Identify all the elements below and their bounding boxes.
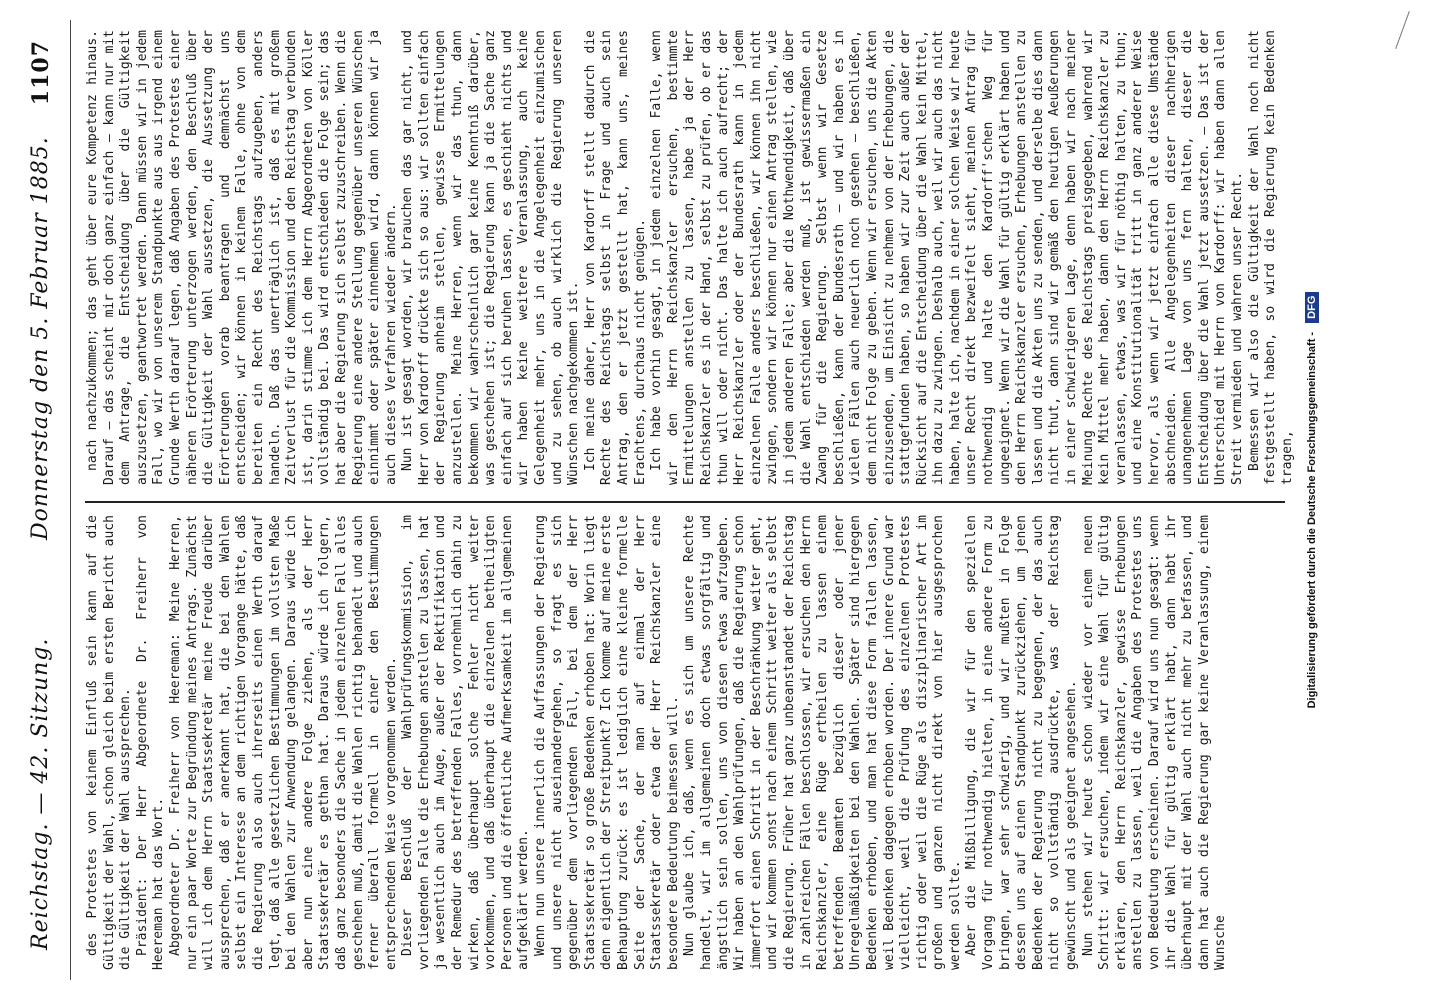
paragraph: Präsident: Der Herr Abgeordnete Dr. Freiherr von Heereman hat das Wort. xyxy=(134,515,167,970)
header-rule xyxy=(70,20,71,980)
paragraph: Wenn nun unsere innerlich die Auffassungen der Regierung und unsere nicht auseinandergehen, so fragt es sich gegenüber dem vorliegenden Fall, bei dem der Herr Staatssekretär so große Bedenken erhoben hat: Worin liegt denn eigentlich der Streitpunkt? Ich komme auf meine erste Behauptung zurück: es ist lediglich eine kleine formelle Seite der Sache, der man auf einmal der Herr Staatssekretär oder etwa der Herr Reichskanzler eine besondere Bedeutung beimessen will. xyxy=(533,515,681,970)
paragraph: Bemessen wir also die Gültigkeit der Wahl noch nicht festgestellt haben, so wird die Regierung kein Bedenken tragen, xyxy=(1246,30,1295,485)
footer-text: Digitalisierung gefördert durch die Deutsche Forschungsgemeinschaft - xyxy=(1306,331,1318,709)
text-column-left xyxy=(85,515,1295,970)
scan-mark xyxy=(1395,11,1410,49)
paragraph: Aber die Mißbilligung, die wir für den speziellen Vorgang für nothwendig hielten, in eine andere Form zu bringen, war sehr schwierig, und wir mußten in Folge dessen uns auf einen Standpunkt zurückziehen, um jenen Bedenken der Regierung nicht zu begegnen, der das auch nicht so vollständig ausdrückte, was der Reichstag gewünscht und als geeignet angesehen. xyxy=(964,515,1080,970)
header-date: Donnerstag den 5. Februar 1885. xyxy=(28,136,53,540)
text-column-right xyxy=(85,30,1295,485)
header-session: Reichstag. — 42. Sitzung. xyxy=(28,637,53,950)
page-number: 1107 xyxy=(28,40,54,106)
page-header xyxy=(18,20,68,980)
digitization-footer xyxy=(1305,0,1319,1000)
paragraph: Dieser Beschluß der Wahlprüfungskommission, im vorliegenden Falle die Erhebungen anstellen zu lassen, hat ja wesentlich auch im Auge, außer der Rektifikation und der Remedur des betreffenden Falles, vornehmlich dahin zu wirken, daß überhaupt solche Fehler nicht weiter vorkommen, und daß überhaupt die einzelnen betheiligten Personen und die öffentliche Aufmerksamkeit im allgemeinen aufgeklärt werden. xyxy=(400,515,532,970)
dfg-logo: DFG xyxy=(1305,292,1319,323)
paragraph: nach nachzukommen; das geht über eure Kompetenz hinaus. Darauf — das scheint mir doch ganz einfach — kann nur mit dem Antrage, die Entscheidung über die Gültigkeit auszusetzen, geantwortet werden. Dann müssen wir in jedem Fall, wo wir von unserem Standpunkte aus aus irgend einem Grunde Werth darauf legen, daß Angaben des Protestes einer näheren Erörterung unterzogen werden, den Beschluß über die Gültigkeit der Wahl aussetzen, die Aussetzung der Erörterungen vorab beantragen und demnächst uns entscheiden; wir können in keinem Falle, ohne von dem bereiten ein Recht des Reichstags aufzugeben, anders handeln. Daß das unerträglich ist, daß es mit großem Zeitverlust für die Kommission und den Reichstag verbunden ist, darin stimme ich dem Herrn Abgeordneten von Köller vollständig bei. Das wird entschieden die Folge sein; das hat aber die Regierung sich selbst zuzuschreiben. Wenn die Regierung eine andere Stellung gegenüber unseren Wünschen einnimmt oder später einnehmen wird, dann können wir ja auch dieses Verfahren wieder ändern. xyxy=(85,30,399,485)
paragraph: Ich meine daher, Herr von Kardorff stellt dadurch die Rechte des Reichstags selbst in Frage und auch sein Antrag, den er jetzt gestellt hat, kann uns, meines Erachtens, durchaus nicht genügen. xyxy=(582,30,648,485)
paragraph: Nun stehen wir heute schon wieder vor einem neuen Schritt: wir ersuchen, indem wir eine Wahl für gültig erklären, den Herrn Reichskanzler, gewisse Erhebungen anstellen zu lassen, weil die Angaben des Protestes uns von Bedeutung erscheinen. Darauf wird uns nun gesagt: wenn ihr die Wahl für gültig erklärt habt, dann habt ihr überhaupt mit der Wahl auch nicht mehr zu befassen, und dann hat auch die Regierung gar keine Veranlassung, einem Wunsche xyxy=(1080,515,1229,970)
column-divider xyxy=(85,501,1285,503)
paragraph: des Protestes von keinem Einfluß sein kann auf die Gültigkeit der Wahl, schon gleich beim ersten Bericht auch die Gültigkeit der Wahl aussprechen. xyxy=(85,515,134,970)
paragraph: Ich habe vorhin gesagt, in jedem einzelnen Falle, wenn wir den Herrn Reichskanzler ersuchen, bestimmte Ermittelungen anstellen zu lassen, habe ja der Herr Reichskanzler es in der Hand, selbst zu prüfen, ob er das thun will oder nicht. Das halte ich auch aufrecht; der Herr Reichskanzler oder der Bundesrath kann in jedem einzelnen Falle anders beschließen, wir können ihn nicht zwingen, sondern wir können nur einen Antrag stellen, wie in jedem anderen Falle; aber die Nothwendigkeit, daß über die Wahl entschieden werden muß, ist gewissermaßen ein Zwang für die Regierung. Selbst wenn wir Gesetze beschließen, kann der Bundesrath — und wir haben es in vielen Fällen auch neuerlich noch gesehen — beschließen, dem nicht Folge zu geben. Wenn wir ersuchen, uns die Akten einzusenden, um Einsicht zu nehmen von der Erhebungen, die stattgefunden haben, so haben wir zur Zeit auch außer der Rücksicht auf die Entscheidung über die Wahl kein Mittel, ihn dazu zu zwingen. Deshalb auch, weil wir auch das nicht haben, halte ich, nachdem in einer solchen Weise wir heute unser Recht direkt bezweifelt sieht, meinen Antrag für nothwendig und halte den Kardorff'schen Weg für ungeeignet. Wenn wir die Wahl für gültig erklärt haben und den Herrn Reichskanzler ersuchen, Erhebungen anstellen zu lassen und die Akten uns zu senden, und derselbe dies dann nicht thut, dann sind wir gemäß den heutigen Aeußerungen in einer schwierigeren Lage, denn haben wir nach meiner Meinung Rechte des Reichstags preisgegeben, wahrend wir kein Mittel mehr haben, dann den Herrn Reichskanzler zu veranlassen, etwas, was wir für nöthig halten, zu thun; und eine Konstitutionalität tritt in ganz anderer Weise hervor, als wenn wir jetzt einfach alle diese Umstände abschneiden. Alle Angelegenheiten dieser nachherigen unangenehmen Lage von uns fern halten, dieser die Entscheidung über die Wahl jetzt aussetzen. — Das ist der Unterschied mit Herrn von Kardorff: wir haben dann allen Streit vermieden und wahren unser Recht. xyxy=(649,30,1245,485)
paragraph: Abgeordneter Dr. Freiherr von Heereman: Meine Herren, nur ein paar Worte zur Begründung meines Antrags. Zunächst will ich dem Herrn Staatssekretär meine Freude darüber aussprechen, daß er anerkannt hat, die bei den Wahlen selbst ein Interesse an dem richtigen Vorgange hätte, daß die Regierung also auch ihrerseits einen Werth darauf legt, daß alle gesetzlichen Bestimmungen im vollsten Maße bei den Wahlen zur Anwendung gelangen. Daraus würde ich aber nun eine andere Folge ziehen, als der Herr Staatssekretär es gethan hat. Daraus würde ich folgern, daß ganz besonders die Sache in jedem einzelnen Fall alles geschehen muß, damit die Wahlen richtig behandelt und auch ferner überall formell in einer den Bestimmungen entsprechenden Weise vorgenommen werden. xyxy=(167,515,399,970)
paragraph: Nun glaube ich, daß, wenn es sich um unsere Rechte handelt, wir im allgemeinen doch etwas sorgfältig und ängstlich sein sollen, uns von diesen etwas aufzugeben. Wir haben an den Wahlprüfungen, daß die Regierung schon immerfort einen Schritt in der Beschränkung weiter geht, und wir kommen sonst nach einem Schritt weiter als selbst die Regierung. Früher hat ganz unbeanstandet der Reichstag in zahlreichen Fällen beschlossen, wir ersuchen den Herrn Reichskanzler, eine Rüge ertheilen zu lassen einem betreffenden Beamten bezüglich dieser oder jener Unregelmäßigkeiten bei den Wahlen. Später sind hiergegen Bedenken erhoben, und man hat diese Form fallen lassen, weil Bedenken dagegen erhoben worden. Der innere Grund war vielleicht, weil die Prüfung des einzelnen Protestes richtig oder weil die Rüge als disziplinarischer Art im großen und ganzen nicht direkt von hier ausgesprochen werden sollte. xyxy=(682,515,963,970)
paragraph: Nun ist gesagt worden, wir brauchen das gar nicht, und Herr von Kardorff drückte sich so aus: wir sollten einfach der Regierung anheim stellen, gewisse Ermittelungen anzustellen. Meine Herren, wenn wir das thun, dann bekommen wir wahrscheinlich gar keine Kenntniß darüber, was geschehen ist; die Regierung kann ja die Sache ganz einfach auf sich beruhen lassen, es geschieht nichts und wir haben keine weitere Veranlassung, auch keine Gelegenheit mehr, uns in die Angelegenheit einzumischen und zu sehen, ob auch wirklich die Regierung unseren Wünschen nachgekommen ist. xyxy=(400,30,582,485)
